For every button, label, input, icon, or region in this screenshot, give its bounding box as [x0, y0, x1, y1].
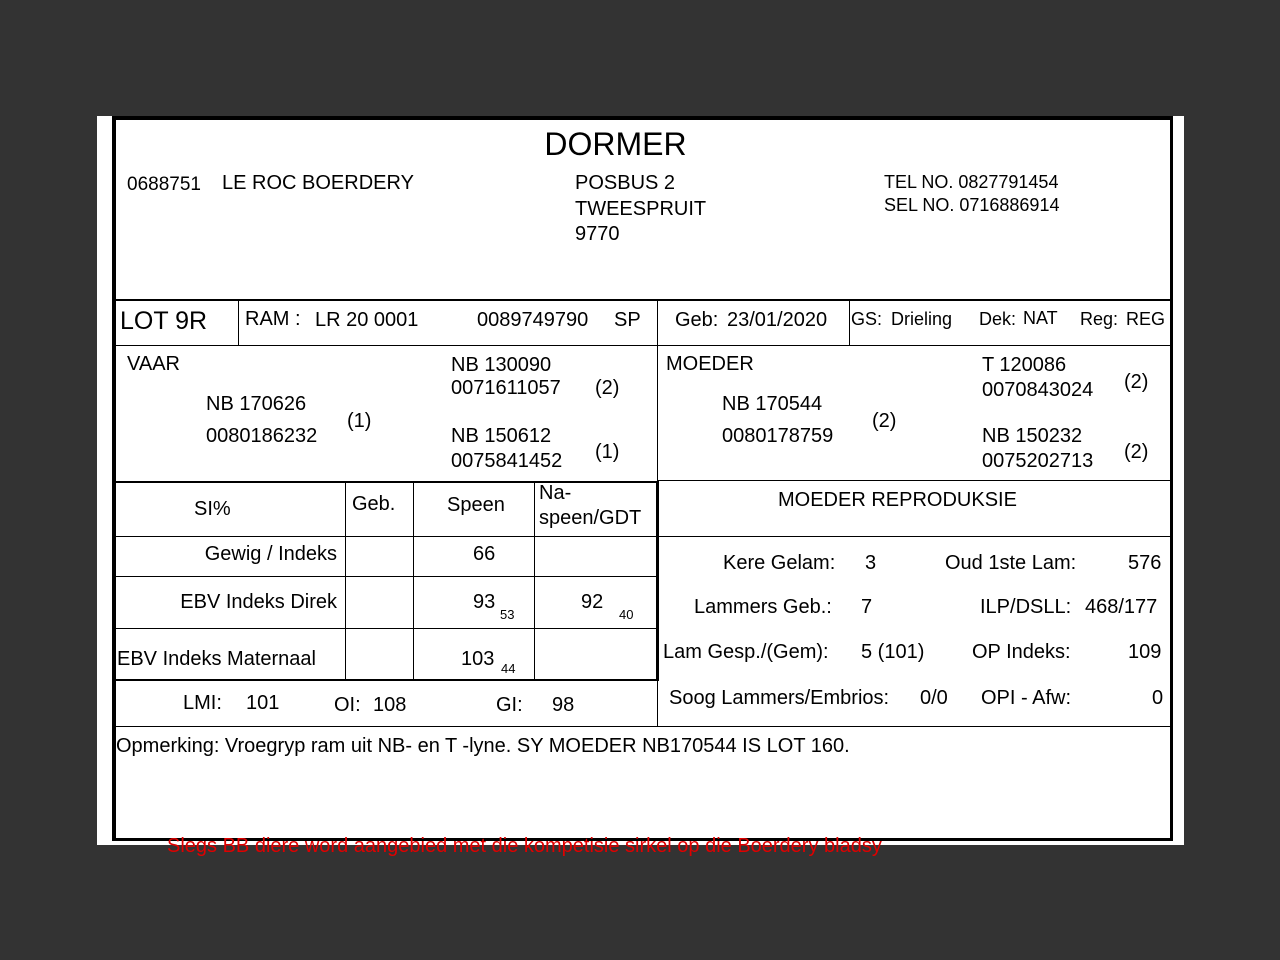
col-header-naspeen-line1: Na- — [539, 482, 572, 504]
dam-label: MOEDER — [666, 353, 754, 375]
divider-perf-col3 — [534, 482, 535, 680]
dam-grade: (2) — [872, 410, 897, 432]
sire-sire-reg: 0071611057 — [451, 377, 561, 399]
divider-perf-col2 — [413, 482, 414, 680]
birth-label: Geb: — [675, 309, 719, 331]
ram-id: LR 20 0001 — [315, 309, 419, 331]
dam-dam-grade: (2) — [1124, 441, 1149, 463]
cellphone: SEL NO. 0716886914 — [884, 195, 1060, 215]
lammers-value: 7 — [861, 596, 873, 618]
kere-label: Kere Gelam: — [723, 552, 836, 574]
divider-perf-right — [656, 481, 659, 681]
sire-sire-grade: (2) — [595, 377, 620, 399]
dam-sire-id: T 120086 — [982, 354, 1067, 376]
farm-name: LE ROC BOERDERY — [222, 172, 414, 194]
divider-perf-row3 — [112, 679, 657, 681]
address-line-3: 9770 — [575, 223, 620, 245]
lammers-label: Lammers Geb.: — [694, 596, 832, 618]
ram-reg-number: 0089749790 — [477, 309, 589, 331]
dam-dam-id: NB 150232 — [982, 425, 1083, 447]
weight-speen-value: 66 — [473, 543, 496, 565]
op-value: 109 — [1128, 641, 1162, 663]
sire-reg: 0080186232 — [206, 425, 318, 447]
sire-sire-id: NB 130090 — [451, 354, 552, 376]
divider-repro-header — [657, 536, 1173, 537]
frame-top-border — [112, 116, 1173, 120]
gi-value: 98 — [552, 694, 575, 716]
frame-left-border — [112, 116, 116, 840]
dam-reg: 0080178759 — [722, 425, 834, 447]
ebv-direct-speen-accuracy: 53 — [500, 607, 515, 622]
opi-label: OPI - Afw: — [981, 687, 1072, 709]
dek-label: Dek: — [979, 309, 1017, 329]
divider-pedigree-right — [657, 480, 1173, 481]
ram-label: RAM : — [245, 308, 301, 330]
kere-value: 3 — [865, 552, 877, 574]
address-line-1: POSBUS 2 — [575, 172, 676, 194]
divider-geb-gs — [849, 300, 850, 346]
lmi-value: 101 — [246, 692, 280, 714]
divider-lot — [112, 345, 1173, 346]
repro-title: MOEDER REPRODUKSIE — [778, 489, 1017, 511]
lot-number: LOT 9R — [120, 307, 208, 335]
breed-title: DORMER — [544, 126, 687, 162]
row-label-ebv-direct: EBV Indeks Direk — [180, 591, 337, 613]
ilp-value: 468/177 — [1085, 596, 1158, 618]
divider-remark — [112, 726, 1173, 727]
sire-grade: (1) — [347, 410, 372, 432]
soog-label: Soog Lammers/Embrios: — [669, 687, 890, 709]
footer-note: Slegs BB diere word aangebied met die kompetisie sirkel op die Boerdery bladsy — [167, 835, 882, 857]
oi-value: 108 — [373, 694, 407, 716]
oi-label: OI: — [334, 694, 361, 716]
lmi-label: LMI: — [183, 692, 222, 714]
col-header-naspeen-line2: speen/GDT — [539, 507, 642, 529]
ebv-direct-speen-value: 93 — [473, 591, 496, 613]
reg-label: Reg: — [1080, 309, 1119, 329]
divider-pedigree-left — [112, 481, 657, 483]
gs-label: GS: — [851, 309, 883, 329]
divider-header — [112, 299, 1173, 301]
member-number: 0688751 — [127, 174, 201, 195]
gs-value: Drieling — [891, 309, 953, 329]
dam-id: NB 170544 — [722, 393, 823, 415]
soog-value: 0/0 — [920, 687, 948, 709]
frame-right-border — [1170, 116, 1173, 840]
telephone: TEL NO. 0827791454 — [884, 172, 1059, 192]
divider-lot-ram — [238, 300, 239, 346]
gesp-label: Lam Gesp./(Gem): — [663, 641, 829, 663]
opi-value: 0 — [1152, 687, 1164, 709]
divider-perf-header — [112, 536, 657, 537]
op-label: OP Indeks: — [972, 641, 1071, 663]
oud-label: Oud 1ste Lam: — [945, 552, 1077, 574]
sire-id: NB 170626 — [206, 393, 307, 415]
reg-value: REG — [1126, 309, 1166, 329]
col-header-si: SI% — [194, 498, 231, 520]
remark-text: Opmerking: Vroegryp ram uit NB- en T -lyne. SY MOEDER NB170544 IS LOT 160. — [116, 735, 850, 757]
divider-perf-col1 — [345, 482, 346, 680]
address-line-2: TWEESPRUIT — [575, 198, 707, 220]
dam-sire-reg: 0070843024 — [982, 379, 1094, 401]
ram-grade: SP — [614, 309, 641, 331]
dam-sire-grade: (2) — [1124, 371, 1149, 393]
gi-label: GI: — [496, 694, 523, 716]
catalogue-card — [97, 116, 1184, 857]
col-header-geb: Geb. — [352, 493, 396, 515]
sire-dam-id: NB 150612 — [451, 425, 552, 447]
divider-perf-row1 — [112, 576, 657, 577]
oud-value: 576 — [1128, 552, 1162, 574]
ilp-label: ILP/DSLL: — [980, 596, 1072, 618]
ebv-maternal-speen-accuracy: 44 — [501, 661, 516, 676]
birth-date: 23/01/2020 — [727, 309, 828, 331]
col-header-speen: Speen — [447, 494, 505, 516]
ebv-direct-naspeen-accuracy: 40 — [619, 607, 634, 622]
sire-label: VAAR — [127, 353, 180, 375]
row-label-weight-index: Gewig / Indeks — [204, 543, 337, 565]
sire-dam-grade: (1) — [595, 441, 620, 463]
row-label-ebv-maternal: EBV Indeks Maternaal — [117, 648, 316, 670]
ebv-direct-naspeen-value: 92 — [581, 591, 604, 613]
divider-perf-row2 — [112, 628, 657, 629]
dam-dam-reg: 0075202713 — [982, 450, 1094, 472]
ebv-maternal-speen-value: 103 — [461, 648, 495, 670]
gesp-value: 5 (101) — [861, 641, 925, 663]
dek-value: NAT — [1023, 308, 1058, 328]
sire-dam-reg: 0075841452 — [451, 450, 563, 472]
